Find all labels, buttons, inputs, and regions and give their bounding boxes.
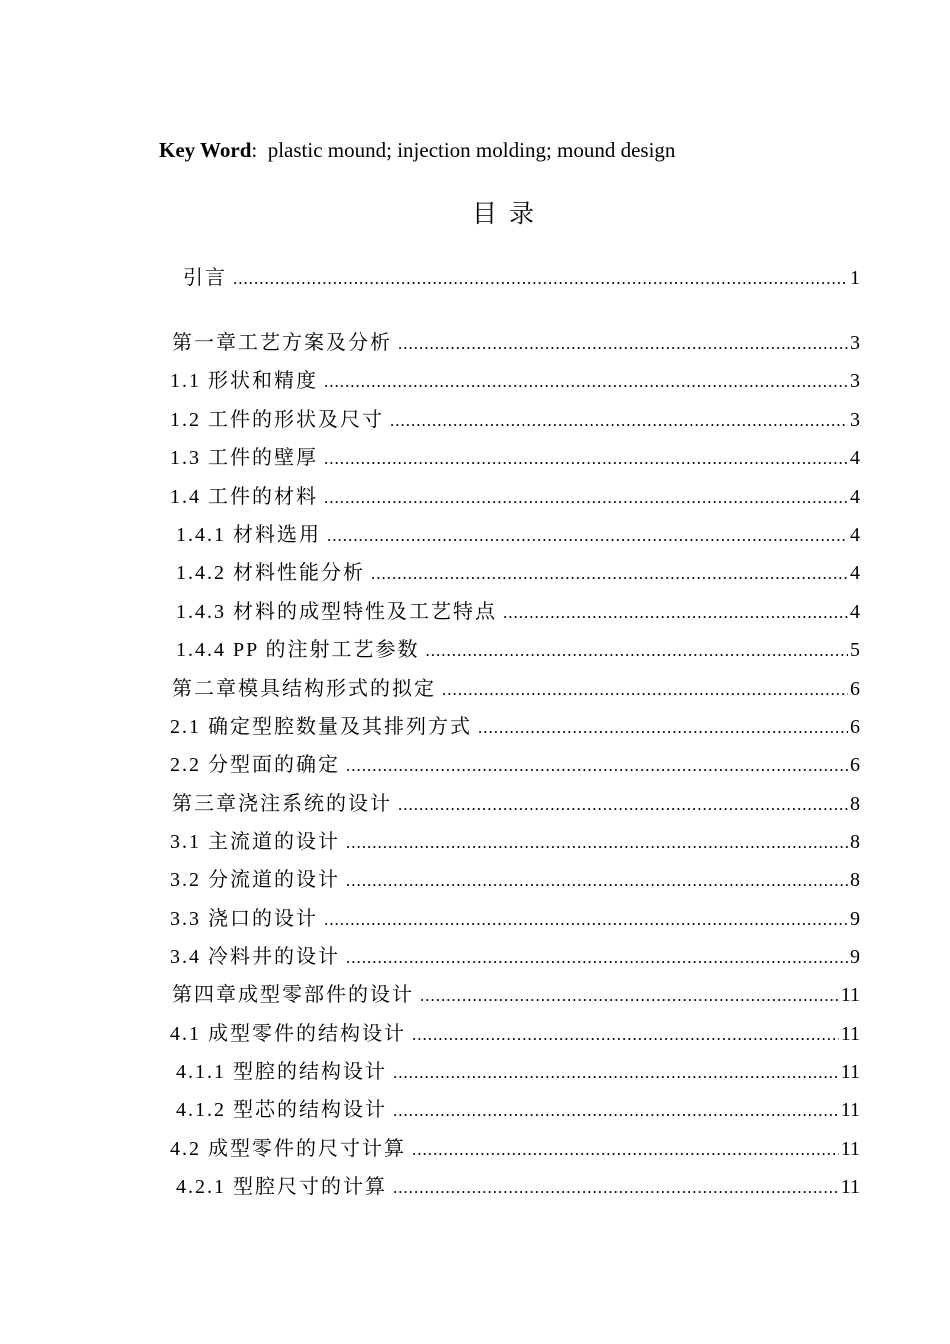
toc-entry-label: 3.3 浇口的设计 bbox=[170, 908, 318, 930]
toc-entry-3-1[interactable] bbox=[170, 829, 860, 855]
toc-entry-1-2[interactable] bbox=[170, 407, 860, 433]
toc-entry-page: 4 bbox=[850, 562, 860, 584]
toc-entry-3-2[interactable] bbox=[170, 867, 860, 893]
toc-entry-label: 引言 bbox=[183, 267, 227, 289]
toc-entry-label: 2.2 分型面的确定 bbox=[170, 754, 340, 776]
toc-dot-leader bbox=[371, 562, 848, 586]
toc-entry-page: 1 bbox=[850, 267, 860, 289]
toc-entry-1-4-3[interactable] bbox=[176, 599, 860, 625]
toc-dot-leader bbox=[324, 370, 848, 394]
toc-dot-leader bbox=[346, 831, 848, 855]
toc-entry-1-3[interactable] bbox=[170, 445, 860, 471]
toc-entry-label: 1.3 工件的壁厚 bbox=[170, 447, 318, 469]
toc-entry-label: 1.4.2 材料性能分析 bbox=[176, 562, 365, 584]
toc-dot-leader bbox=[412, 1138, 839, 1162]
toc-entry-label: 2.1 确定型腔数量及其排列方式 bbox=[170, 716, 472, 738]
toc-entry-chapter-3[interactable] bbox=[172, 791, 860, 817]
toc-entry-4-1-2[interactable] bbox=[176, 1097, 860, 1123]
keywords-text: plastic mound; injection molding; mound design bbox=[267, 138, 676, 162]
toc-entry-page: 8 bbox=[850, 793, 860, 815]
toc-entry-label: 第三章浇注系统的设计 bbox=[172, 793, 392, 815]
toc-entry-page: 11 bbox=[840, 1023, 860, 1045]
keywords-label: Key Word bbox=[159, 138, 252, 162]
toc-entry-4-1[interactable] bbox=[170, 1021, 860, 1047]
toc-entry-page: 5 bbox=[850, 639, 860, 661]
toc-entry-page: 9 bbox=[850, 908, 860, 930]
toc-entry-label: 1.4.1 材料选用 bbox=[176, 524, 321, 546]
toc-entry-page: 6 bbox=[850, 754, 860, 776]
toc-entry-label: 3.1 主流道的设计 bbox=[170, 831, 340, 853]
toc-entry-page: 3 bbox=[850, 370, 860, 392]
toc-entry-2-1[interactable] bbox=[170, 714, 860, 740]
toc-entry-intro[interactable] bbox=[183, 265, 860, 291]
toc-entry-chapter-2[interactable] bbox=[172, 676, 860, 702]
toc-entry-label: 4.1.1 型腔的结构设计 bbox=[176, 1061, 387, 1083]
toc-dot-leader bbox=[393, 1061, 839, 1085]
toc-title: 目录 bbox=[471, 199, 546, 228]
toc-entry-page: 4 bbox=[850, 447, 860, 469]
toc-dot-leader bbox=[478, 716, 848, 740]
toc-dot-leader bbox=[503, 601, 848, 625]
toc-entry-page: 9 bbox=[850, 946, 860, 968]
toc-entry-label: 4.1 成型零件的结构设计 bbox=[170, 1023, 406, 1045]
toc-entry-chapter-4[interactable] bbox=[172, 982, 860, 1008]
toc-entry-2-2[interactable] bbox=[170, 752, 860, 778]
toc-entry-4-2[interactable] bbox=[170, 1136, 860, 1162]
toc-entry-1-4-4[interactable] bbox=[176, 637, 860, 663]
toc-entry-label: 1.4.3 材料的成型特性及工艺特点 bbox=[176, 601, 497, 623]
toc-entry-label: 4.2 成型零件的尺寸计算 bbox=[170, 1138, 406, 1160]
toc-entry-4-1-1[interactable] bbox=[176, 1059, 860, 1085]
toc-entry-1-4-1[interactable] bbox=[176, 522, 860, 548]
toc-entry-label: 1.4.4 PP 的注射工艺参数 bbox=[176, 639, 420, 661]
toc-entry-label: 第一章工艺方案及分析 bbox=[172, 332, 392, 354]
toc-dot-leader bbox=[346, 869, 848, 893]
toc-entry-label: 3.4 冷料井的设计 bbox=[170, 946, 340, 968]
toc-dot-leader bbox=[346, 754, 848, 778]
toc-entry-page: 6 bbox=[850, 678, 860, 700]
toc-entry-page: 4 bbox=[850, 524, 860, 546]
toc-entry-3-3[interactable] bbox=[170, 906, 860, 932]
toc-entry-page: 11 bbox=[840, 984, 860, 1006]
toc-entry-page: 4 bbox=[850, 486, 860, 508]
toc-dot-leader bbox=[420, 984, 839, 1008]
toc-dot-leader bbox=[327, 524, 848, 548]
toc-entry-1-4[interactable] bbox=[170, 484, 860, 510]
toc-dot-leader bbox=[324, 486, 848, 510]
toc-entry-label: 3.2 分流道的设计 bbox=[170, 869, 340, 891]
toc-dot-leader bbox=[324, 908, 848, 932]
toc-entry-label: 4.2.1 型腔尺寸的计算 bbox=[176, 1176, 387, 1198]
toc-entry-label: 1.2 工件的形状及尺寸 bbox=[170, 409, 384, 431]
toc-entry-page: 6 bbox=[850, 716, 860, 738]
toc-dot-leader bbox=[233, 267, 848, 291]
toc-dot-leader bbox=[426, 639, 848, 663]
toc-entry-page: 11 bbox=[840, 1099, 860, 1121]
keywords-separator: : bbox=[251, 138, 258, 162]
toc-dot-leader bbox=[398, 332, 848, 356]
toc-entry-page: 8 bbox=[850, 831, 860, 853]
toc-dot-leader bbox=[393, 1176, 839, 1200]
toc-entry-3-4[interactable] bbox=[170, 944, 860, 970]
toc-dot-leader bbox=[393, 1099, 839, 1123]
toc-entry-page: 3 bbox=[850, 332, 860, 354]
toc-entry-label: 4.1.2 型芯的结构设计 bbox=[176, 1099, 387, 1121]
toc-dot-leader bbox=[390, 409, 848, 433]
toc-entry-page: 11 bbox=[840, 1061, 860, 1083]
toc-dot-leader bbox=[398, 793, 848, 817]
toc-dot-leader bbox=[346, 946, 848, 970]
toc-entry-4-2-1[interactable] bbox=[176, 1174, 860, 1200]
toc-entry-page: 11 bbox=[840, 1138, 860, 1160]
toc-dot-leader bbox=[412, 1023, 839, 1047]
toc-entry-1-1[interactable] bbox=[170, 368, 860, 394]
toc-entry-label: 第二章模具结构形式的拟定 bbox=[172, 678, 436, 700]
toc-entry-1-4-2[interactable] bbox=[176, 560, 860, 586]
toc-entry-label: 第四章成型零部件的设计 bbox=[172, 984, 414, 1006]
toc-entry-chapter-1[interactable] bbox=[172, 330, 860, 356]
toc-dot-leader bbox=[442, 678, 848, 702]
toc-entry-page: 4 bbox=[850, 601, 860, 623]
toc-entry-page: 11 bbox=[840, 1176, 860, 1198]
toc-entry-label: 1.1 形状和精度 bbox=[170, 370, 318, 392]
toc-entry-page: 8 bbox=[850, 869, 860, 891]
toc-entry-label: 1.4 工件的材料 bbox=[170, 486, 318, 508]
toc-dot-leader bbox=[324, 447, 848, 471]
toc-entry-page: 3 bbox=[850, 409, 860, 431]
